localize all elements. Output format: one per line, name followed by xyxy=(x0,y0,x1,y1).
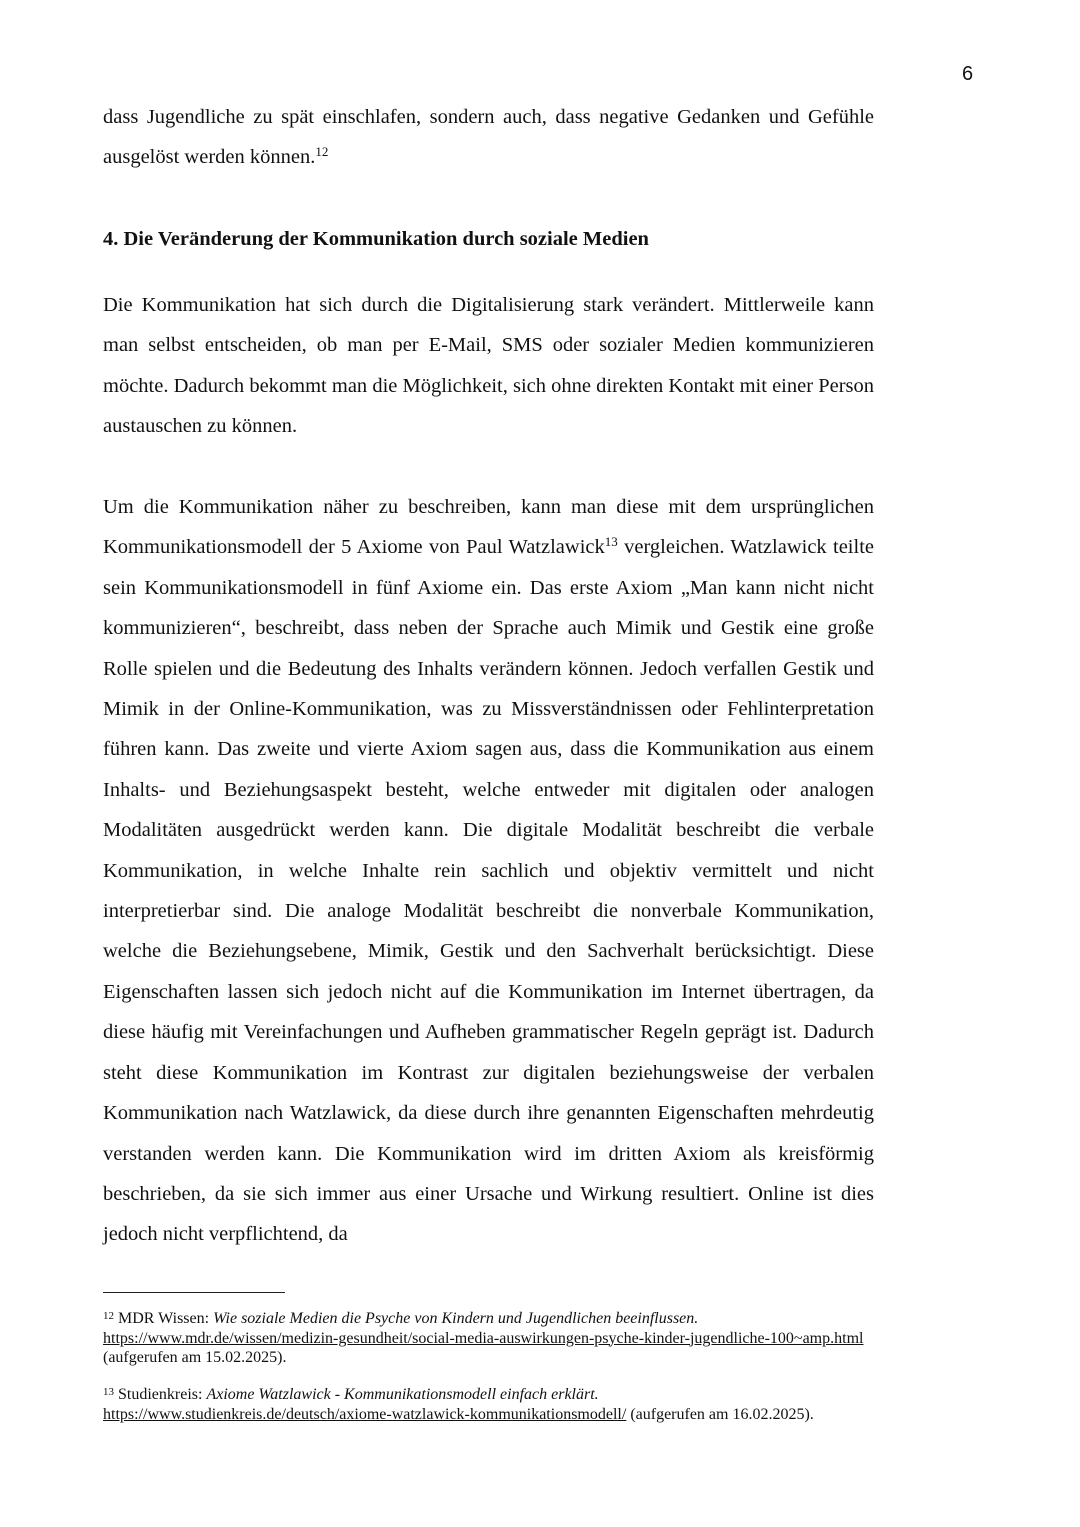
footnote-accessed: (aufgerufen am 15.02.2025). xyxy=(103,1349,287,1366)
footnote-source: MDR Wissen: xyxy=(118,1310,214,1327)
footnote-accessed: (aufgerufen am 16.02.2025). xyxy=(626,1405,814,1423)
paragraph-digitalization xyxy=(103,285,874,447)
footnote-source: Studienkreis: xyxy=(118,1386,207,1403)
footnote-separator xyxy=(103,1292,285,1293)
paragraph-text: dass Jugendliche zu spät einschlafen, sondern auch, dass negative Gedanken und Gefühle ausgelöst werden können. xyxy=(103,106,874,169)
page-number: 6 xyxy=(962,63,974,85)
footnote-ref-13[interactable]: 13 xyxy=(604,534,618,550)
footnote-title: Wie soziale Medien die Psyche von Kindern und Jugendlichen beeinflussen. xyxy=(213,1310,699,1327)
paragraph-continuation xyxy=(103,97,874,178)
paragraph-text-start: Um die Kommunikation näher zu beschreiben, kann man diese mit dem ursprünglichen Kommunikationsmodell der 5 Axiome von Paul Watzlawick xyxy=(103,496,874,559)
paragraph-watzlawick xyxy=(103,487,874,1255)
footnote-12 xyxy=(103,1309,883,1368)
footnote-13 xyxy=(103,1385,883,1424)
footnote-number: 12 xyxy=(103,1310,114,1322)
footnote-link[interactable]: https://www.mdr.de/wissen/medizin-gesundheit/social-media-auswirkungen-psyche-kinder-jugendliche-100~amp.html xyxy=(103,1329,864,1347)
footnote-number: 13 xyxy=(103,1386,114,1398)
footnote-ref-12[interactable]: 12 xyxy=(315,144,329,160)
footnote-link[interactable]: https://www.studienkreis.de/deutsch/axiome-watzlawick-kommunikationsmodell/ xyxy=(103,1405,627,1423)
paragraph-text: Die Kommunikation hat sich durch die Digitalisierung stark verändert. Mittlerweile kann man selbst entscheiden, ob man per E-Mail, SMS oder sozialer Medien kommunizieren möchte. Dadurch bekommt man die Möglichkeit, sich ohne direkten Kontakt mit einer Person austauschen zu können. xyxy=(103,294,874,438)
paragraph-text-rest: vergleichen. Watzlawick teilte sein Kommunikationsmodell in fünf Axiome ein. Das erste Axiom „Man kann nicht nicht kommunizieren“, beschreibt, dass neben der Sprache auch Mimik und Gestik eine große Rolle spielen und die Bedeutung des Inhalts verändern können. Jedoch verfallen Gestik und Mimik in der Online-Kommunikation, was zu Missverständnissen oder Fehlinterpretation führen kann. Das zweite und vierte Axiom sagen aus, dass die Kommunikation aus einem Inhalts- und Beziehungsaspekt besteht, welche entweder mit digitalen oder analogen Modalitäten ausgedrückt werden kann. Die digitale Modalität beschreibt die verbale Kommunikation, in welche Inhalte rein sachlich und objektiv vermittelt und nicht interpretierbar sind. Die analoge Modalität beschreibt die nonverbale Kommunikation, welche die Beziehungsebene, Mimik, Gestik und den Sachverhalt berücksichtigt. Diese Eigenschaften lassen sich jedoch nicht auf die Kommunikation im Internet übertragen, da diese häufig mit Vereinfachungen und Aufheben grammatischer Regeln geprägt ist. Dadurch steht diese Kommunikation im Kontrast zur digitalen beziehungsweise der verbalen Kommunikation nach Watzlawick, da diese durch ihre genannten Eigenschaften mehrdeutig verstanden werden kann. Die Kommunikation wird im dritten Axiom als kreisförmig beschrieben, da sie sich immer aus einer Ursache und Wirkung resultiert. Online ist dies jedoch nicht verpflichtend, da xyxy=(103,536,874,1246)
section-heading: 4. Die Veränderung der Kommunikation durch soziale Medien xyxy=(103,228,649,250)
footnote-title: Axiome Watzlawick - Kommunikationsmodell einfach erklärt. xyxy=(206,1386,599,1403)
